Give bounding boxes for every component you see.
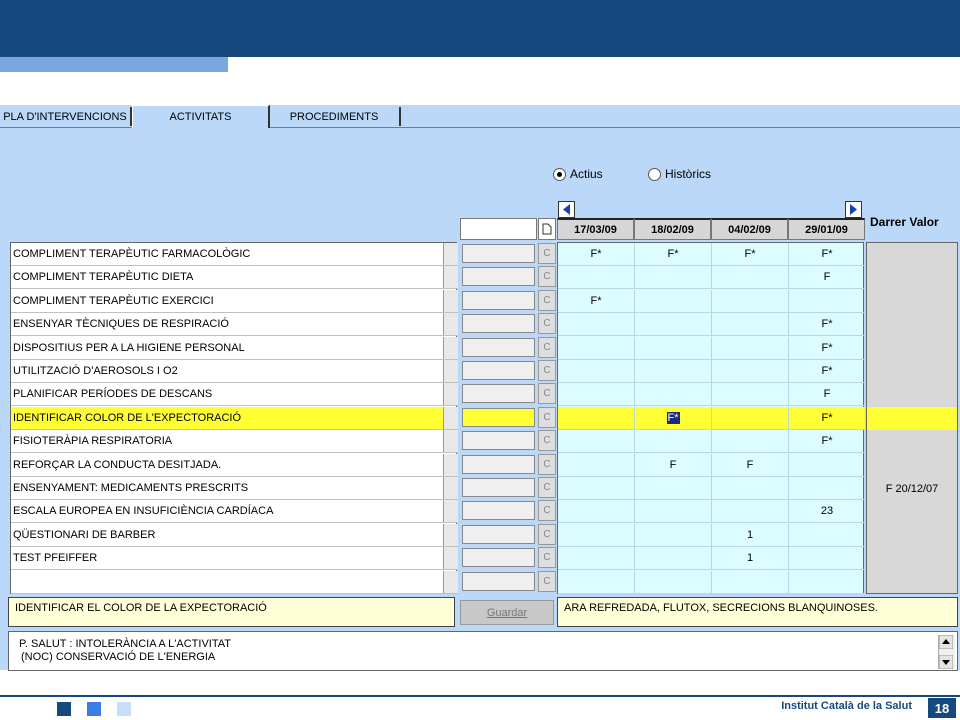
c-button[interactable]: C: [538, 454, 556, 475]
row-selector[interactable]: [443, 454, 458, 476]
value-cell[interactable]: [635, 360, 712, 383]
value-cell[interactable]: [789, 571, 866, 594]
activity-input[interactable]: [462, 501, 535, 520]
value-text: 1: [746, 528, 754, 541]
darrer-valor-cell: [867, 430, 957, 453]
value-cell[interactable]: [712, 477, 789, 500]
darrer-valor-column: [866, 242, 958, 594]
value-cell[interactable]: [789, 407, 866, 430]
value-text: F*: [821, 248, 833, 260]
value-text: F: [669, 458, 677, 471]
value-cell[interactable]: [558, 337, 635, 360]
values-grid: [557, 242, 864, 594]
row-selector[interactable]: [443, 547, 458, 569]
value-cell[interactable]: [558, 290, 635, 313]
activity-label: QÜESTIONARI DE BARBER: [13, 528, 156, 541]
value-text: F*: [667, 411, 679, 424]
activity-input[interactable]: [462, 455, 535, 474]
value-cell[interactable]: [789, 243, 866, 266]
activity-input[interactable]: [462, 384, 535, 403]
activity-input[interactable]: [462, 431, 535, 450]
activity-row[interactable]: [11, 337, 458, 360]
radio-historics-label: Històrics: [665, 167, 712, 181]
value-cell[interactable]: [635, 547, 712, 570]
activity-input[interactable]: [462, 478, 535, 497]
activity-input[interactable]: [462, 572, 535, 591]
activity-input[interactable]: [462, 525, 535, 544]
scroll-down-icon: [939, 655, 953, 669]
next-date-button[interactable]: [845, 201, 862, 218]
value-cell[interactable]: [789, 313, 866, 336]
c-button[interactable]: C: [538, 477, 556, 498]
value-cell[interactable]: [558, 454, 635, 477]
value-text: F: [823, 388, 831, 401]
input-column-header: [460, 218, 537, 240]
value-text: 1: [746, 552, 754, 565]
value-cell[interactable]: [635, 524, 712, 547]
value-text: F*: [821, 435, 833, 448]
radio-historics[interactable]: [648, 167, 711, 181]
activity-label: ESCALA EUROPEA EN INSUFICIÈNCIA CARDÍACA: [13, 505, 274, 518]
activity-label: ENSENYAMENT: MEDICAMENTS PRESCRITS: [13, 482, 249, 494]
c-button[interactable]: C: [538, 313, 556, 334]
value-cell[interactable]: [789, 454, 866, 477]
value-text: F*: [744, 248, 756, 260]
value-cell[interactable]: [789, 383, 866, 406]
value-cell[interactable]: [635, 571, 712, 594]
scroll-up-icon: [939, 635, 953, 649]
activity-input[interactable]: [462, 267, 535, 286]
darrer-valor-cell: [867, 266, 957, 289]
radio-actius[interactable]: [553, 167, 603, 181]
value-text: F*: [590, 248, 602, 260]
activity-row[interactable]: [11, 454, 458, 477]
value-text: F*: [821, 318, 833, 331]
c-button[interactable]: C: [538, 266, 556, 287]
value-cell[interactable]: [789, 547, 866, 570]
comment-field[interactable]: ARA REFREDADA, FLUTOX, SECRECIONS BLANQUINOSES.: [557, 597, 958, 627]
activity-row[interactable]: [11, 524, 458, 547]
c-button[interactable]: C: [538, 337, 556, 358]
activity-input[interactable]: [462, 361, 535, 380]
activity-label: REFORÇAR LA CONDUCTA DESITJADA.: [13, 458, 222, 471]
activity-label: UTILITZACIÓ D'AEROSOLS I O2: [13, 365, 178, 377]
value-text: 23: [820, 505, 834, 518]
value-cell[interactable]: [635, 383, 712, 406]
activity-input[interactable]: [462, 291, 535, 310]
activity-row[interactable]: [11, 313, 458, 336]
header-banner: [0, 0, 960, 57]
row-selector[interactable]: [443, 290, 458, 312]
darrer-valor-header: Darrer Valor: [870, 215, 939, 229]
arrow-right-icon: [849, 204, 858, 215]
darrer-valor-cell: [867, 547, 957, 570]
value-cell[interactable]: [635, 454, 712, 477]
activity-row[interactable]: [11, 407, 458, 430]
footer-institution: Institut Català de la Salut: [781, 700, 912, 712]
value-text: F: [746, 458, 754, 471]
value-cell[interactable]: [558, 383, 635, 406]
darrer-valor-cell: [867, 407, 957, 430]
footer-divider: [0, 695, 960, 697]
date-header-1[interactable]: 17/03/09: [557, 218, 634, 240]
value-cell[interactable]: [635, 243, 712, 266]
c-button[interactable]: C: [538, 524, 556, 545]
value-cell[interactable]: [789, 430, 866, 453]
row-selector[interactable]: [443, 313, 458, 335]
value-cell[interactable]: [635, 337, 712, 360]
value-cell[interactable]: [712, 500, 789, 523]
value-cell[interactable]: [712, 547, 789, 570]
value-cell[interactable]: [635, 407, 712, 430]
darrer-valor-cell: [867, 243, 957, 266]
activity-row[interactable]: [11, 383, 458, 406]
c-button[interactable]: C: [538, 243, 556, 264]
value-cell[interactable]: [635, 290, 712, 313]
activity-label: COMPLIMENT TERAPÈUTIC EXERCICI: [13, 294, 214, 307]
value-cell[interactable]: [712, 383, 789, 406]
value-cell[interactable]: [558, 243, 635, 266]
activity-row[interactable]: [11, 571, 458, 594]
value-cell[interactable]: [558, 266, 635, 289]
date-header-2[interactable]: 18/02/09: [634, 218, 711, 240]
activity-input[interactable]: [462, 338, 535, 357]
activity-description: IDENTIFICAR EL COLOR DE LA EXPECTORACIÓ: [8, 597, 455, 627]
activity-label: COMPLIMENT TERAPÈUTIC FARMACOLÒGIC: [13, 248, 251, 260]
radio-empty-icon: [648, 168, 661, 181]
value-text: F*: [821, 411, 833, 424]
activity-row[interactable]: [11, 360, 458, 383]
c-button[interactable]: C: [538, 547, 556, 568]
row-selector[interactable]: [443, 500, 458, 522]
value-cell[interactable]: [712, 266, 789, 289]
tab-bar: [0, 105, 960, 128]
value-cell[interactable]: [558, 360, 635, 383]
c-button[interactable]: C: [538, 290, 556, 311]
row-selector[interactable]: [443, 407, 458, 429]
new-record-button[interactable]: [538, 218, 556, 240]
footer-square-mid: [87, 702, 101, 716]
tab-activitats[interactable]: ACTIVITATS: [132, 105, 270, 128]
darrer-valor-cell: [867, 524, 957, 547]
value-cell[interactable]: [789, 360, 866, 383]
c-button[interactable]: C: [538, 407, 556, 428]
diagnosis-line-2: (NOC) CONSERVACIÓ DE L'ENERGIA: [21, 651, 216, 663]
value-cell[interactable]: [712, 407, 789, 430]
diagnosis-box: [8, 631, 958, 671]
value-text: F*: [821, 341, 833, 354]
activity-input[interactable]: [462, 408, 535, 427]
radio-selected-icon: [553, 168, 566, 181]
value-cell[interactable]: [558, 430, 635, 453]
activity-row[interactable]: [11, 243, 458, 266]
c-button[interactable]: C: [538, 571, 556, 592]
value-cell[interactable]: [789, 266, 866, 289]
value-cell[interactable]: [789, 337, 866, 360]
radio-actius-label: Actius: [570, 167, 603, 181]
value-cell[interactable]: [712, 360, 789, 383]
activity-input[interactable]: [462, 314, 535, 333]
value-cell[interactable]: [558, 313, 635, 336]
darrer-valor-cell: [867, 360, 957, 383]
activity-label: FISIOTERÀPIA RESPIRATORIA: [13, 435, 173, 448]
value-cell[interactable]: [558, 571, 635, 594]
c-button[interactable]: C: [538, 383, 556, 404]
activities-list: [10, 242, 457, 594]
value-cell[interactable]: [712, 454, 789, 477]
footer-square-light: [117, 702, 131, 716]
value-cell[interactable]: [635, 477, 712, 500]
value-cell[interactable]: [789, 524, 866, 547]
value-text: F*: [821, 365, 833, 377]
activity-label: COMPLIMENT TERAPÈUTIC DIETA: [13, 271, 194, 284]
value-text: F*: [667, 248, 679, 260]
value-cell[interactable]: [558, 547, 635, 570]
value-cell[interactable]: [789, 500, 866, 523]
c-button[interactable]: C: [538, 360, 556, 381]
row-selector[interactable]: [443, 243, 458, 265]
page-number: 18: [928, 698, 956, 718]
darrer-valor-cell: [867, 290, 957, 313]
value-cell[interactable]: [635, 500, 712, 523]
row-selector[interactable]: [443, 477, 458, 499]
row-selector[interactable]: [443, 524, 458, 546]
row-selector[interactable]: [443, 266, 458, 288]
activity-label: DISPOSITIUS PER A LA HIGIENE PERSONAL: [13, 341, 245, 354]
date-header-3[interactable]: 04/02/09: [711, 218, 788, 240]
row-selector[interactable]: [443, 337, 458, 359]
darrer-valor-cell: [867, 337, 957, 360]
value-cell[interactable]: [712, 337, 789, 360]
activity-label: PLANIFICAR PERÍODES DE DESCANS: [13, 388, 213, 401]
arrow-left-icon: [562, 204, 571, 215]
value-text: F*: [590, 294, 602, 307]
c-button[interactable]: C: [538, 430, 556, 451]
activity-row[interactable]: [11, 477, 458, 500]
darrer-valor-cell: F 20/12/07: [885, 482, 939, 495]
darrer-valor-cell: [867, 313, 957, 336]
tab-procediments[interactable]: PROCEDIMENTS: [269, 107, 401, 126]
row-selector[interactable]: [443, 571, 458, 593]
row-selector[interactable]: [443, 383, 458, 405]
header-accent-bar: [0, 57, 228, 72]
value-cell[interactable]: [712, 430, 789, 453]
diagnosis-line-1: P. SALUT : INTOLERÀNCIA A L'ACTIVITAT: [19, 638, 231, 650]
row-selector[interactable]: [443, 360, 458, 382]
prev-date-button[interactable]: [558, 201, 575, 218]
new-document-icon: [542, 223, 552, 235]
darrer-valor-cell: [867, 383, 957, 406]
activities-panel: [0, 105, 960, 670]
value-text: F: [823, 271, 831, 284]
row-selector[interactable]: [443, 430, 458, 452]
footer-square-dark: [57, 702, 71, 716]
value-cell[interactable]: [789, 290, 866, 313]
activity-row[interactable]: [11, 500, 458, 523]
activity-label: IDENTIFICAR COLOR DE L'EXPECTORACIÓ: [13, 411, 242, 424]
darrer-valor-cell: [867, 454, 957, 477]
value-cell[interactable]: [712, 290, 789, 313]
activity-row[interactable]: [11, 266, 458, 289]
value-cell[interactable]: [635, 430, 712, 453]
guardar-button[interactable]: Guardar: [460, 600, 554, 625]
activity-input[interactable]: [462, 548, 535, 567]
value-cell[interactable]: [635, 313, 712, 336]
date-header-4[interactable]: 29/01/09: [788, 218, 865, 240]
activity-row[interactable]: [11, 430, 458, 453]
value-cell[interactable]: [635, 266, 712, 289]
activity-label: TEST PFEIFFER: [13, 552, 98, 565]
value-cell[interactable]: [558, 500, 635, 523]
activity-row[interactable]: [11, 547, 458, 570]
darrer-valor-cell: [867, 500, 957, 523]
value-cell[interactable]: [558, 524, 635, 547]
value-cell[interactable]: [712, 313, 789, 336]
activity-input[interactable]: [462, 244, 535, 263]
diagnosis-scrollbar[interactable]: [938, 635, 955, 669]
darrer-valor-cell: [867, 571, 957, 594]
value-cell[interactable]: [558, 477, 635, 500]
value-cell[interactable]: [712, 571, 789, 594]
activity-label: ENSENYAR TÈCNIQUES DE RESPIRACIÓ: [13, 318, 229, 331]
activity-row[interactable]: [11, 290, 458, 313]
value-cell[interactable]: [712, 524, 789, 547]
value-cell[interactable]: [712, 243, 789, 266]
value-cell[interactable]: [558, 407, 635, 430]
tab-pla-intervencions[interactable]: PLA D'INTERVENCIONS: [0, 107, 132, 126]
value-cell[interactable]: [789, 477, 866, 500]
c-button[interactable]: C: [538, 500, 556, 521]
